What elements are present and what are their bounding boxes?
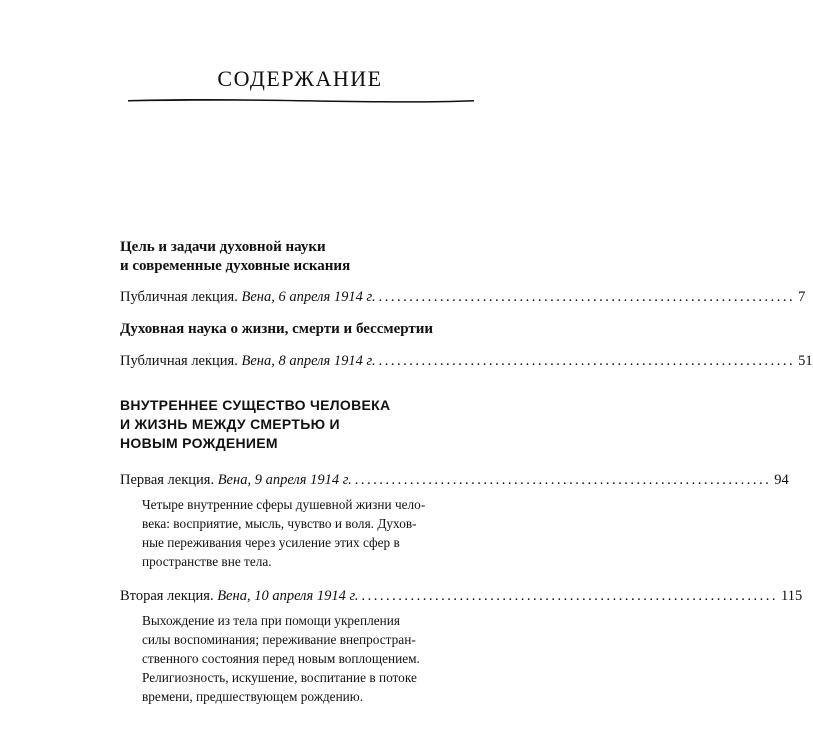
summary-line: Религиозность, искушение, воспитание в потоке [142, 670, 417, 685]
toc-line[interactable] [120, 352, 813, 370]
cycle-title-line: ВНУТРЕННЕЕ СУЩЕСТВО ЧЕЛОВЕКА [120, 397, 391, 413]
page-title: СОДЕРЖАНИЕ [217, 66, 383, 91]
toc-line[interactable] [120, 288, 806, 306]
summary-line: времени, предшествующем рождению. [142, 689, 364, 704]
entry-title-line: Духовная наука о жизни, смерти и бессмертии [120, 321, 434, 337]
summary-line: ные переживания через усиление этих сфер в [142, 535, 400, 550]
summary-line: Четыре внутренние сферы душевной жизни чело- [142, 497, 426, 512]
toc-cycle [120, 396, 803, 706]
entry-title-line: Цель и задачи духовной науки [120, 239, 326, 255]
toc-entry-2 [120, 320, 813, 370]
page-number: 7 [798, 289, 806, 305]
toc-entry-1 [120, 238, 806, 306]
lecture-label: Первая лекция. Вена, 9 апреля 1914 г. [120, 472, 352, 488]
cycle-title-line: И ЖИЗНЬ МЕЖДУ СМЕРТЬЮ И [120, 416, 340, 432]
summary-line: ственного состояния перед новым воплощением. [142, 651, 420, 666]
summary-line: века: восприятие, мысль, чувство и воля. Духов- [142, 516, 417, 531]
summary-line: Выхождение из тела при помощи укрепления [142, 613, 400, 628]
lecture-summary [142, 611, 465, 706]
page-number: 94 [774, 472, 789, 488]
toc-line[interactable] [120, 587, 803, 605]
lecture-label: Публичная лекция. Вена, 8 апреля 1914 г. [120, 353, 376, 369]
page-number: 51 [798, 353, 813, 369]
lecture-label: Публичная лекция. Вена, 6 апреля 1914 г. [120, 289, 376, 305]
title-flourish-rule [126, 96, 476, 106]
summary-line: пространстве вне тела. [142, 554, 272, 569]
toc-line[interactable] [120, 471, 789, 489]
dot-leader: .................................................................... [378, 289, 796, 305]
dot-leader: .................................................................... [361, 588, 779, 604]
entry-title-line: и современные духовные искания [120, 258, 351, 274]
cycle-title-line: НОВЫМ РОЖДЕНИЕМ [120, 435, 278, 451]
page-number: 115 [781, 588, 803, 604]
dot-leader: .................................................................... [354, 472, 772, 488]
dot-leader: .................................................................... [378, 353, 796, 369]
lecture-summary [142, 495, 465, 571]
lecture-label: Вторая лекция. Вена, 10 апреля 1914 г. [120, 588, 359, 604]
summary-line: силы воспоминания; переживание внепростран- [142, 632, 416, 647]
